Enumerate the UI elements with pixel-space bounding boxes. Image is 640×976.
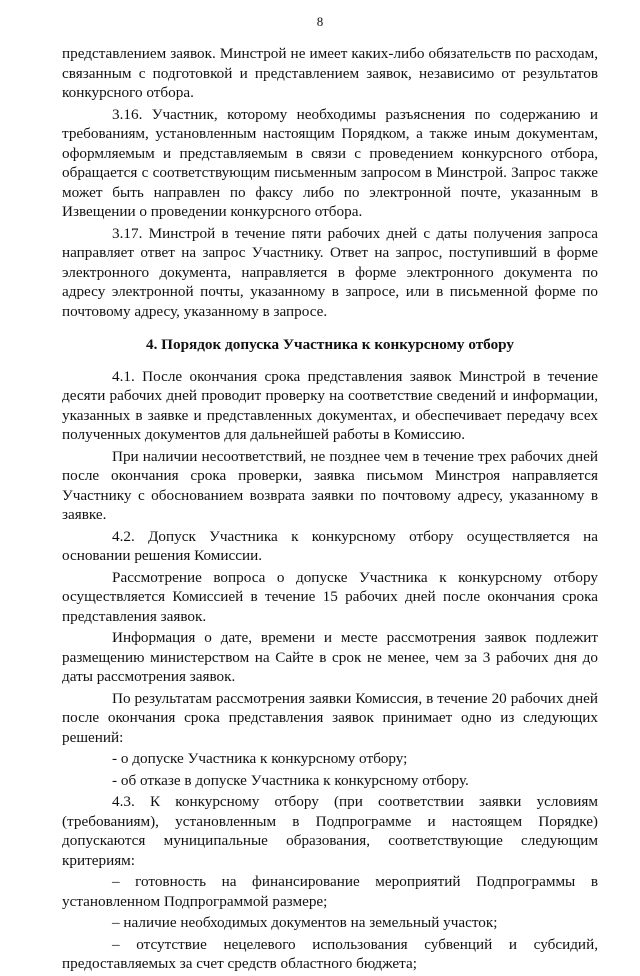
paragraph-3-17: 3.17. Минстрой в течение пяти рабочих дней с даты получения запроса направляет ответ на запрос Участнику. Ответ на запрос, поступивший в форме электронного документа, направляется в форме электронного документа по адресу электронной почты, указанному в запросе, или в письменной форме по почтовому адресу, указанному в запросе. — [62, 224, 598, 320]
criteria-item-documents: – наличие необходимых документов на земельный участок; — [112, 914, 498, 931]
section-heading: 4. Порядок допуска Участника к конкурсному отбору — [145, 336, 515, 353]
page-content — [62, 44, 598, 976]
paragraph-4-1: 4.1. После окончания срока представления заявок Минстрой в течение десяти рабочих дней проводит проверку на соответствие сведений и информации, указанных в заявке и представленных документах, и обеспечивает передачу всех полученных документов для дальнейшей работы в Комиссию. — [62, 367, 598, 443]
criteria-item-no-misuse: – отсутствие нецелевого использования субвенций и субсидий, предоставляемых за счет средств областного бюджета; — [62, 935, 598, 972]
paragraph-results: По результатам рассмотрения заявки Комиссия, в течение 20 рабочих дней после окончания срока представления заявок принимает одно из следующих решений: — [62, 689, 598, 746]
paragraph-information: Информация о дате, времени и месте рассмотрения заявок подлежит размещению министерством на Сайте в срок не менее, чем за 3 рабочих дня до даты рассмотрения заявок. — [62, 629, 598, 685]
page-number: 8 — [316, 14, 324, 29]
paragraph-3-16: 3.16. Участник, которому необходимы разъяснения по содержанию и требованиям, установленным настоящим Порядком, а также иным документам, оформляемым и представляемым в связи с проведением конкурсного отбора, обращается с соответствующим письменным запросом в Минстрой. Запрос также может быть направлен по факсу либо по электронной почте, указанным в Извещении о проведении конкурсного отбора. — [62, 105, 598, 220]
paragraph-review: Рассмотрение вопроса о допуске Участника к конкурсному отбору осуществляется Комиссией в течение 15 рабочих дней после окончания срока представления заявок. — [62, 568, 598, 625]
paragraph-mismatch: При наличии несоответствий, не позднее чем в течение трех рабочих дней после окончания срока проверки, заявка письмом Минстроя направляется Участнику с обоснованием возврата заявки по почтовому адресу, указанному в заявке. — [62, 447, 598, 523]
paragraph-4-2: 4.2. Допуск Участника к конкурсному отбору осуществляется на основании решения Комиссии. — [62, 527, 598, 564]
paragraph-4-3: 4.3. К конкурсному отбору (при соответствии заявки условиям (требованиям), установленным в Подпрограмме и настоящем Порядке) допускаются муниципальные образования, соответствующие следующим критериям: — [62, 793, 598, 869]
list-item-refuse: - об отказе в допуске Участника к конкурсному отбору. — [112, 771, 469, 789]
paragraph-continuation: представлением заявок. Минстрой не имеет каких-либо обязательств по расходам, связанным с подготовкой и представлением заявок, независимо от результатов конкурсного отбора. — [62, 45, 598, 101]
criteria-item-financing: – готовность на финансирование мероприятий Подпрограммы в установленном Подпрограммой размере; — [62, 873, 598, 910]
list-item-admit: - о допуске Участника к конкурсному отбору; — [112, 750, 408, 767]
